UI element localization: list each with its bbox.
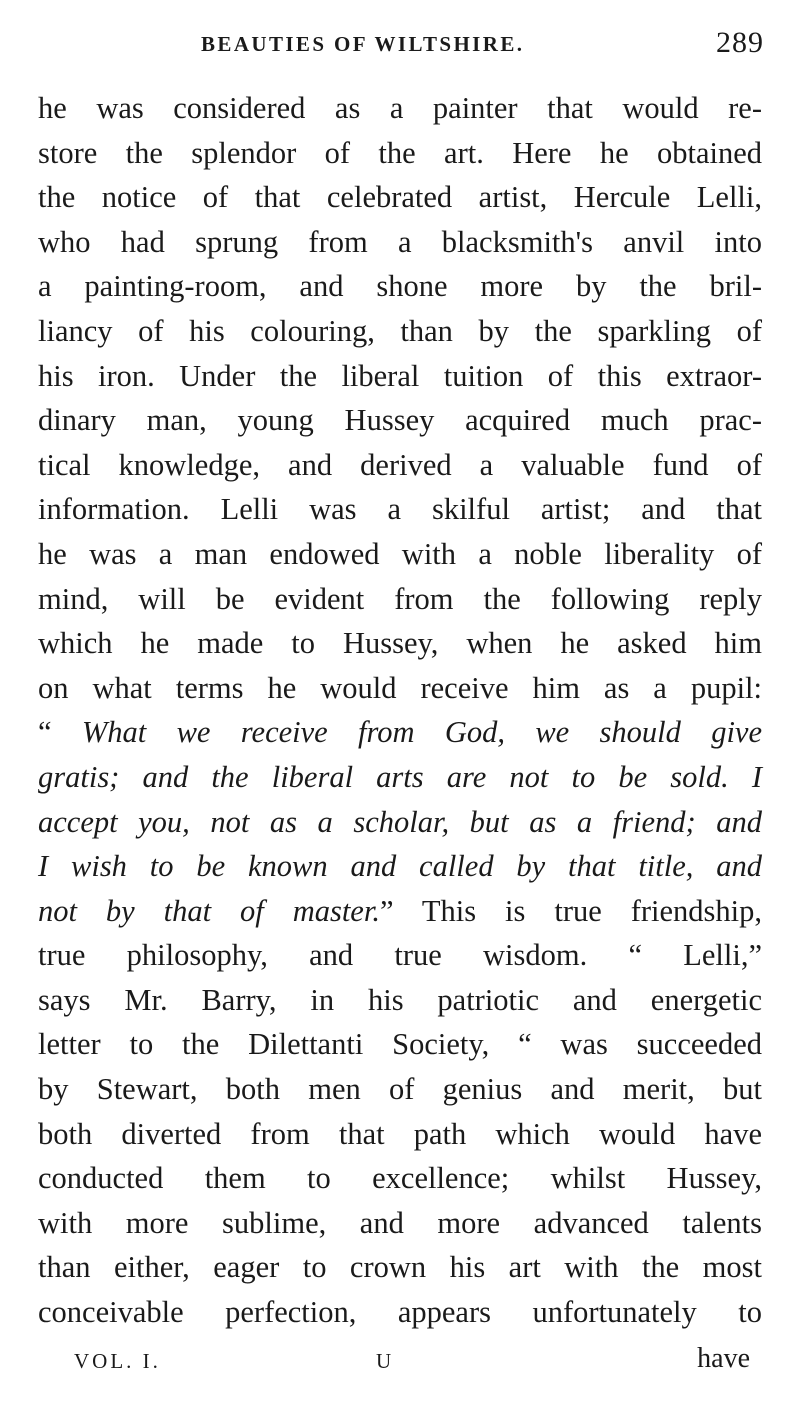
text-line — [38, 621, 762, 666]
text-line — [38, 309, 762, 354]
text-segment: store the splendor of the art. Here he obtained — [38, 135, 762, 170]
text-segment: dinary man, young Hussey acquired much prac- — [38, 403, 762, 438]
text-segment: a painting-room, and shone more by the bril- — [38, 269, 762, 304]
text-segment: ” This is true friendship, — [379, 893, 762, 928]
text-segment: letter to the Dilettanti Society, “ was succeeded — [38, 1027, 762, 1062]
text-line — [38, 844, 762, 889]
text-line — [38, 666, 762, 711]
catchword: have — [697, 1343, 750, 1374]
text-segment: the notice of that celebrated artist, Hercule Lelli, — [38, 180, 762, 215]
text-line — [38, 264, 762, 309]
page-footer — [74, 1343, 750, 1383]
text-line — [38, 1156, 762, 1201]
text-segment: on what terms he would receive him as a pupil: — [38, 670, 762, 705]
text-line — [38, 175, 762, 220]
text-segment: he was a man endowed with a noble liberality of — [38, 536, 762, 571]
text-segment: than either, eager to crown his art with the most — [38, 1250, 762, 1285]
text-segment: liancy of his colouring, than by the sparkling of — [38, 313, 762, 348]
text-segment: who had sprung from a blacksmith's anvil into — [38, 224, 762, 259]
text-line — [38, 1022, 762, 1067]
text-segment: says Mr. Barry, in his patriotic and energetic — [38, 982, 762, 1017]
text-segment: both diverted from that path which would have — [38, 1116, 762, 1151]
page-header — [36, 26, 768, 66]
italic-segment: accept you, not as a scholar, but as a friend; and — [38, 804, 762, 839]
text-segment: “ — [38, 715, 82, 750]
text-line — [38, 398, 762, 443]
text-line — [38, 354, 762, 399]
text-line — [38, 933, 762, 978]
text-segment: tical knowledge, and derived a valuable fund of — [38, 447, 762, 482]
text-segment: with more sublime, and more advanced talents — [38, 1205, 762, 1240]
text-line — [38, 86, 762, 131]
text-line — [38, 710, 762, 755]
text-segment: conducted them to excellence; whilst Hussey, — [38, 1161, 762, 1196]
italic-segment: What we receive from God, we should give — [81, 715, 762, 750]
text-line — [38, 487, 762, 532]
text-line — [38, 532, 762, 577]
italic-segment: gratis; and the liberal arts are not to be sold. I — [38, 759, 762, 794]
text-line — [38, 978, 762, 1023]
text-line — [38, 1290, 762, 1335]
text-line — [38, 1112, 762, 1157]
italic-segment: I wish to be known and called by that title, and — [38, 849, 762, 884]
volume-label: VOL. I. — [74, 1349, 161, 1373]
running-head: BEAUTIES OF WILTSHIRE. — [201, 32, 525, 56]
text-line — [38, 220, 762, 265]
page-number: 289 — [716, 26, 764, 59]
text-line — [38, 1245, 762, 1290]
signature-mark: U — [376, 1349, 392, 1373]
text-line — [38, 889, 762, 934]
text-segment: information. Lelli was a skilful artist; and that — [38, 492, 762, 527]
text-line — [38, 755, 762, 800]
text-segment: his iron. Under the liberal tuition of this extraor- — [38, 358, 762, 393]
text-segment: he was considered as a painter that would re- — [38, 91, 762, 125]
text-line — [38, 131, 762, 176]
text-line — [38, 1201, 762, 1246]
italic-segment: not by that of master. — [38, 893, 380, 928]
text-segment: conceivable perfection, appears unfortunately to — [38, 1295, 762, 1330]
body-text — [38, 86, 762, 1335]
text-line — [38, 800, 762, 845]
text-segment: mind, will be evident from the following reply — [38, 581, 762, 616]
text-line — [38, 577, 762, 622]
text-line — [38, 1067, 762, 1112]
text-segment: by Stewart, both men of genius and merit, but — [38, 1072, 762, 1107]
text-line — [38, 443, 762, 488]
text-segment: true philosophy, and true wisdom. “ Lelli,” — [38, 938, 762, 973]
text-segment: which he made to Hussey, when he asked him — [38, 626, 762, 661]
